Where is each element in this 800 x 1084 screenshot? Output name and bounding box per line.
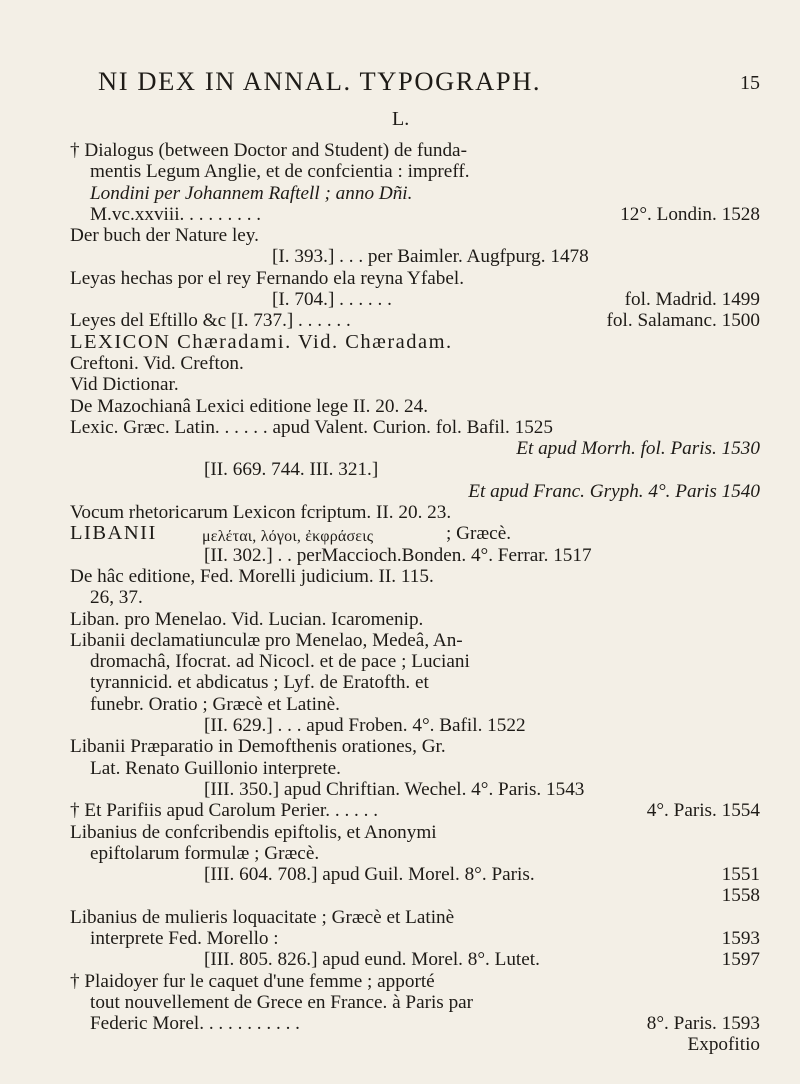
entry-line <box>70 800 760 821</box>
line-left: Libanius de mulieris loquacitate ; Græcè et Latinè <box>70 906 455 928</box>
line-left: [II. 629.] . . . apud Froben. 4°. Bafil. 1522 <box>204 715 526 737</box>
line-left: † Dialogus (between Doctor and Student) de funda- <box>70 140 467 161</box>
line-right: 1597 <box>721 949 760 971</box>
entry-line <box>70 459 760 480</box>
line-left: funebr. Oratio ; Græcè et Latinè. <box>90 693 340 715</box>
line-left: interprete Fed. Morello : <box>90 927 279 949</box>
line-left: tout nouvellement de Grece en France. à Paris par <box>90 991 474 1013</box>
entry-line <box>70 651 760 672</box>
line-left: Vocum rhetoricarum Lexicon fcriptum. II. 20. 23. <box>70 502 452 524</box>
line-right: 4°. Paris. 1554 <box>646 800 760 822</box>
entry-line <box>70 736 760 757</box>
entry-line <box>70 183 760 204</box>
entry-line <box>70 715 760 736</box>
line-left: [III. 350.] apud Chriftian. Wechel. 4°. Paris. 1543 <box>204 778 585 800</box>
entry-line <box>70 864 760 885</box>
line-left: M.vc.xxviii. . . . . . . . . <box>90 203 262 225</box>
entry-line <box>70 566 760 587</box>
section-letter: L. <box>392 108 410 130</box>
running-header <box>98 66 760 102</box>
entry-line <box>70 161 760 182</box>
line-right: Et apud Morrh. fol. Paris. 1530 <box>516 438 760 460</box>
entry-line <box>70 907 760 928</box>
entry-line <box>70 779 760 800</box>
index-entries <box>70 140 760 1056</box>
line-left: LEXICON Chæradami. Vid. Chæradam. <box>70 330 453 353</box>
line-left: † Et Parifiis apud Carolum Perier. . . . . . <box>70 800 379 822</box>
line-left: Londini per Johannem Raftell ; anno Dñi. <box>90 182 413 204</box>
entry-line <box>70 225 760 246</box>
line-left-a: LIBANII <box>70 522 157 545</box>
entry-line <box>70 481 760 502</box>
entry-line <box>70 545 760 566</box>
line-left: [II. 302.] . . perMaccioch.Bonden. 4°. Ferrar. 1517 <box>204 544 592 566</box>
line-right: 12°. Londin. 1528 <box>620 203 760 225</box>
line-left: [III. 604. 708.] apud Guil. Morel. 8°. Paris. <box>204 864 535 886</box>
entry-line <box>70 502 760 523</box>
entry-line <box>70 928 760 949</box>
entry-line <box>70 523 760 544</box>
page-number: 15 <box>740 72 760 94</box>
line-left: De hâc editione, Fed. Morelli judicium. II. 115. <box>70 565 434 587</box>
entry-line <box>70 630 760 651</box>
line-left: Libanii Præparatio in Demofthenis orationes, Gr. <box>70 736 446 758</box>
entry-line <box>70 949 760 970</box>
entry-line <box>70 268 760 289</box>
line-left: mentis Legum Anglie, et de confcientia : impreff. <box>90 161 470 183</box>
line-left: [II. 669. 744. III. 321.] <box>204 459 379 481</box>
line-right: fol. Salamanc. 1500 <box>606 310 760 332</box>
line-left: De Mazochianâ Lexici editione lege II. 20. 24. <box>70 395 429 417</box>
header-title: NI DEX IN ANNAL. TYPOGRAPH. <box>98 66 542 96</box>
entry-line <box>70 758 760 779</box>
entry-line <box>70 332 760 353</box>
line-right: 1551 <box>721 864 760 886</box>
line-left: Federic Morel. . . . . . . . . . . <box>90 1013 300 1035</box>
entry-line <box>70 971 760 992</box>
entry-line <box>70 396 760 417</box>
entry-line <box>70 353 760 374</box>
entry-line <box>70 417 760 438</box>
line-left: Vid Dictionar. <box>70 374 179 396</box>
line-right: fol. Madrid. 1499 <box>624 289 760 311</box>
line-right: 1558 <box>721 885 760 907</box>
entry-line <box>70 694 760 715</box>
entry-line <box>70 843 760 864</box>
line-right: 1593 <box>721 927 760 949</box>
line-left: [I. 704.] . . . . . . <box>272 289 392 311</box>
entry-line <box>70 1013 760 1034</box>
line-left: tyrannicid. et abdicatus ; Lyf. de Eratofth. et <box>90 672 429 694</box>
line-right: Et apud Franc. Gryph. 4°. Paris 1540 <box>468 480 760 502</box>
line-left: epiftolarum formulæ ; Græcè. <box>90 842 320 864</box>
line-left: [III. 805. 826.] apud eund. Morel. 8°. Lutet. <box>204 949 540 971</box>
entry-line <box>70 672 760 693</box>
entry-line <box>70 438 760 459</box>
line-left: [I. 393.] . . . per Baimler. Augfpurg. 1478 <box>272 246 589 268</box>
line-left: 26, 37. <box>90 587 143 609</box>
line-left: Creftoni. Vid. Crefton. <box>70 352 244 374</box>
greek-terms: μελέται, λόγοι, ἐκφράσεις <box>202 528 374 546</box>
entry-line <box>70 609 760 630</box>
catchword: Expofitio <box>687 1034 760 1056</box>
line-left: Der buch der Nature ley. <box>70 225 259 247</box>
line-left: Libanii declamatiunculæ pro Menelao, Medeâ, An- <box>70 629 463 651</box>
entry-line <box>70 246 760 267</box>
line-left: Libanius de confcribendis epiftolis, et Anonymi <box>70 821 437 843</box>
entry-line <box>70 289 760 310</box>
line-left: Lat. Renato Guillonio interprete. <box>90 757 341 779</box>
line-left-c: ; Græcè. <box>446 523 512 545</box>
entry-line <box>70 374 760 395</box>
line-left: Leyas hechas por el rey Fernando ela reyna Yfabel. <box>70 267 465 289</box>
entry-line <box>70 822 760 843</box>
entry-line <box>70 140 760 161</box>
entry-line <box>70 587 760 608</box>
entry-line <box>70 885 760 906</box>
line-left: Lexic. Græc. Latin. . . . . . apud Valent. Curion. fol. Bafil. 1525 <box>70 416 553 438</box>
line-right: 8°. Paris. 1593 <box>646 1013 760 1035</box>
entry-line <box>70 310 760 331</box>
line-left: Leyes del Eftillo &c [I. 737.] . . . . . . <box>70 310 351 332</box>
line-left: dromachâ, Ifocrat. ad Nicocl. et de pace ; Luciani <box>90 651 470 673</box>
line-left: Liban. pro Menelao. Vid. Lucian. Icaromenip. <box>70 608 424 630</box>
entry-line <box>70 1034 760 1055</box>
entry-line <box>70 204 760 225</box>
entry-line <box>70 992 760 1013</box>
line-left: † Plaidoyer fur le caquet d'une femme ; apporté <box>70 970 435 992</box>
